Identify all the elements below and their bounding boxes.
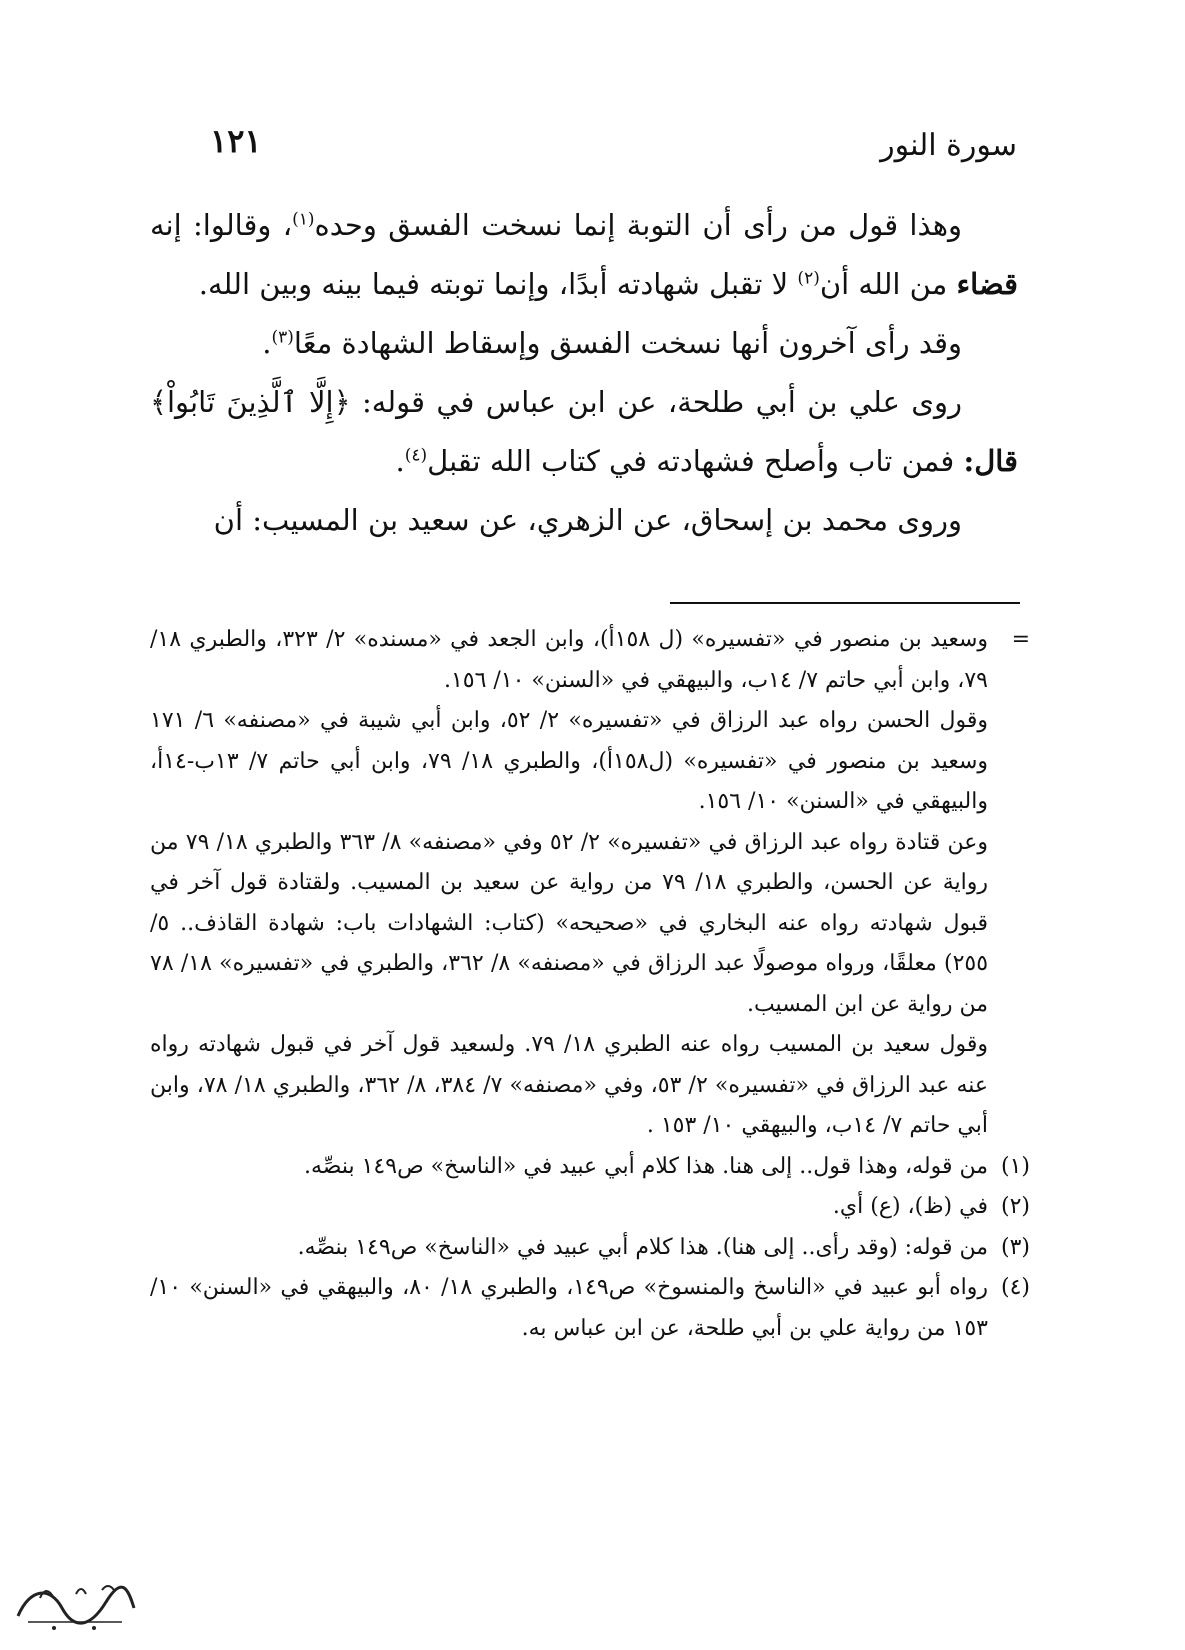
p3-rest: فمن تاب وأصلح فشهادته في كتاب الله تقبل xyxy=(427,444,964,478)
p1-text-b: ، وقالوا: إنه xyxy=(150,208,293,242)
page-header xyxy=(0,118,1185,168)
footnote-text: من قوله: (وقد رأى.. إلى هنا). هذا كلام أبي عبيد في «الناسخ» ص١٤٩ بنصِّه. xyxy=(297,1234,988,1260)
paragraph-1 xyxy=(150,196,1018,314)
continuation-paragraph: وسعيد بن منصور في «تفسيره» (ل ١٥٨أ)، وابن الجعد في «مسنده» ٢/ ٣٢٣، والطبري ١٨/ ٧٩، وابن أبي حاتم ٧/ ١٤ب، والبيهقي في «السنن» ١٠/ ١٥٦. xyxy=(150,627,989,693)
footnote-mark: (١) xyxy=(1000,1153,1030,1179)
continuation-body xyxy=(150,620,988,1147)
footnote-mark: (٢) xyxy=(1000,1194,1030,1219)
footnote-3 xyxy=(150,1228,1030,1269)
footnote-text: من قوله، وهذا قول.. إلى هنا. هذا كلام أبي عبيد في «الناسخ» ص١٤٩ بنصِّه. xyxy=(303,1153,988,1179)
paragraph-3 xyxy=(150,373,1018,491)
continuation-paragraph: وقول سعيد بن المسيب رواه عنه الطبري ١٨/ ٧٩. ولسعيد قول آخر في قبول شهادته رواه عنه عبد الرزاق في «تفسيره» ٢/ ٥٣، وفي «مصنفه» ٧/ ٣٨٤، ٨/ ٣٦٢، والطبري ١٨/ ٧٨، وابن أبي حاتم ٧/ ١٤ب، والبيهقي ١٠/ ١٥٣ . xyxy=(150,1032,989,1138)
continuation-mark: = xyxy=(1011,627,1030,652)
p4-text: وروى محمد بن إسحاق، عن الزهري، عن سعيد بن المسيب: أن xyxy=(213,503,962,537)
footnote-ref-2: (٢) xyxy=(797,268,820,289)
p1-text-c: من الله أن xyxy=(819,267,957,301)
continuation-paragraph: وعن قتادة رواه عبد الرزاق في «تفسيره» ٢/ ٥٢ وفي «مصنفه» ٨/ ٣٦٣ والطبري ١٨/ ٧٩ من رواية عن الحسن، والطبري ١٨/ ٧٩ من رواية عن سعيد بن المسيب. ولقتادة قول آخر في قبول شهادته رواه عنه البخاري في «صحيحه» (كتاب: الشهادات باب: شهادة القاذف.. ٥/ ٢٥٥) معلقًا، ورواه موصولًا عبد الرزاق في «مصنفه» ٨/ ٣٦٢، والطبري في «تفسيره» ١٨/ ٧٨ من رواية عن ابن المسيب. xyxy=(150,829,989,1017)
footnote-2 xyxy=(150,1187,1030,1228)
footnote-ref-3: (٣) xyxy=(271,327,294,348)
continuation-paragraph: وقول الحسن رواه عبد الرزاق في «تفسيره» ٢/ ٥٢، وابن أبي شيبة في «مصنفه» ٦/ ١٧١ وسعيد بن منصور في «تفسيره» (ل١٥٨أ)، والطبري ١٨/ ٧٩، وابن أبي حاتم ٧/ ١٣ب-١٤أ، والبيهقي في «السنن» ١٠/ ١٥٦. xyxy=(150,708,989,814)
footnote-divider xyxy=(670,602,1020,604)
paragraph-4 xyxy=(150,491,1018,550)
p1-bold-word: قضاء xyxy=(956,267,1018,301)
p2-end: . xyxy=(262,326,272,360)
footnote-text: رواه أبو عبيد في «الناسخ والمنسوخ» ص١٤٩، والطبري ١٨/ ٨٠، والبيهقي في «السنن» ١٠/ ١٥٣ من رواية علي بن أبي طلحة، عن ابن عباس به. xyxy=(150,1275,988,1341)
footnote-1 xyxy=(150,1147,1030,1188)
footnote-mark: (٣) xyxy=(1000,1234,1030,1260)
p3-text: روى علي بن أبي طلحة، عن ابن عباس في قوله: ﴿إِلَّا ٱلَّذِينَ تَابُواْ﴾ xyxy=(150,385,962,419)
footnote-text: في (ظ)، (ع) أي. xyxy=(832,1194,988,1219)
p1-text-d: لا تقبل شهادته أبدًا، وإنما توبته فيما بينه وبين الله. xyxy=(198,267,798,301)
footnote-4 xyxy=(150,1268,1030,1349)
paragraph-2 xyxy=(150,314,1018,373)
p2-text: وقد رأى آخرون أنها نسخت الفسق وإسقاط الشهادة معًا xyxy=(293,326,962,360)
p3-bold-word: قال: xyxy=(963,444,1018,478)
main-text xyxy=(150,196,1018,550)
footnote-ref-4: (٤) xyxy=(404,445,428,466)
footnote-mark: (٤) xyxy=(1000,1275,1030,1300)
publisher-logo-icon xyxy=(10,1568,140,1638)
p3-end: . xyxy=(395,444,405,478)
footnotes xyxy=(150,620,1030,1349)
p1-text-a: وهذا قول من رأى أن التوبة إنما نسخت الفسق وحده xyxy=(314,208,962,242)
surah-title: سورة النور xyxy=(880,128,1017,163)
footnote-continuation xyxy=(150,620,1030,1147)
page-number: ١٢١ xyxy=(210,122,262,160)
footnote-ref-1: (١) xyxy=(292,209,315,230)
